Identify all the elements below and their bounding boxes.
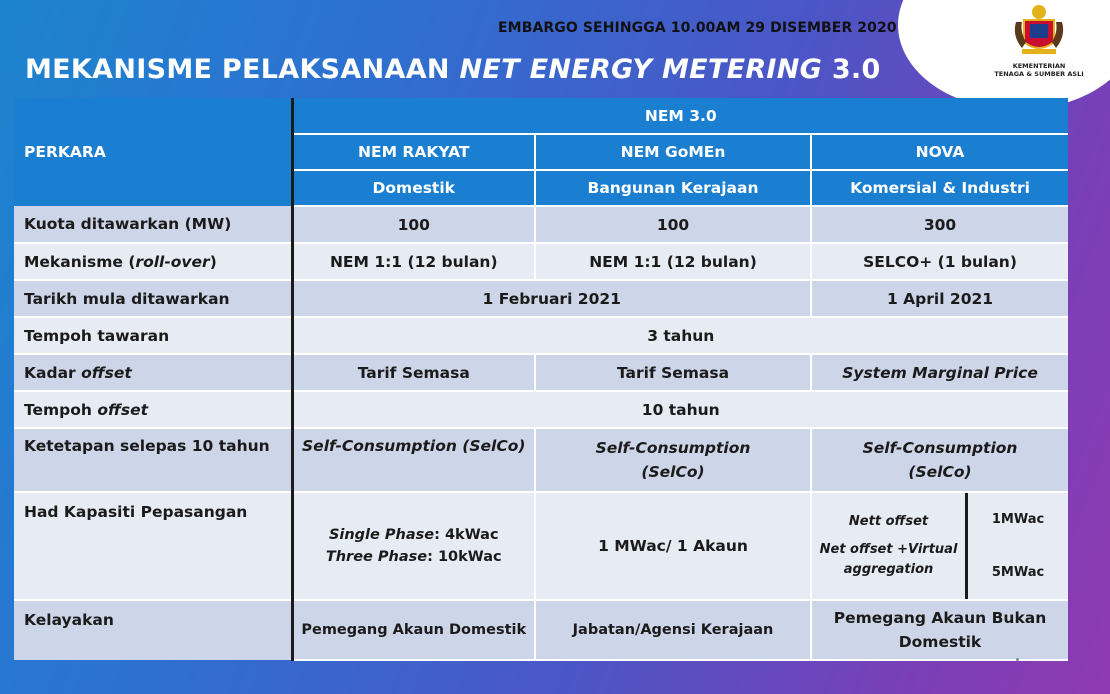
row-label: Ketetapan selepas 10 tahun bbox=[14, 428, 292, 492]
cell: Self-Consumption (SelCo) bbox=[535, 428, 811, 492]
title-italic: NET ENERGY METERING bbox=[459, 54, 823, 85]
table-row bbox=[14, 492, 1068, 600]
table-row bbox=[14, 354, 1068, 391]
cell: Tarif Semasa bbox=[535, 354, 811, 391]
cell: Jabatan/Agensi Kerajaan bbox=[535, 600, 811, 660]
table-row bbox=[14, 428, 1068, 492]
program-header: NOVA bbox=[811, 134, 1068, 170]
category-header: Komersial & Industri bbox=[811, 170, 1068, 206]
table-row bbox=[14, 317, 1068, 354]
coat-of-arms-icon bbox=[1010, 2, 1068, 60]
program-header: NEM RAKYAT bbox=[292, 134, 535, 170]
program-header: NEM GoMEn bbox=[535, 134, 811, 170]
title-suffix: 3.0 bbox=[822, 54, 881, 85]
cell: NEM 1:1 (12 bulan) bbox=[535, 243, 811, 280]
cell: 100 bbox=[535, 206, 811, 243]
embargo-notice: EMBARGO SEHINGGA 10.00AM 29 DISEMBER 2020 bbox=[498, 20, 897, 36]
cell: Single Phase: 4kWac Three Phase: 10kWac bbox=[292, 492, 535, 600]
cell: Self-Consumption (SelCo) bbox=[292, 428, 535, 492]
nova-option-1: Nett offset bbox=[848, 514, 929, 529]
row-label: Mekanisme (roll-over) bbox=[14, 243, 292, 280]
cell: 100 bbox=[292, 206, 535, 243]
table-row bbox=[14, 243, 1068, 280]
table-row bbox=[14, 391, 1068, 428]
cell: SELCO+ (1 bulan) bbox=[811, 243, 1068, 280]
cell: 10 tahun bbox=[292, 391, 1068, 428]
row-label: Kelayakan bbox=[14, 600, 292, 660]
cell: 3 tahun bbox=[292, 317, 1068, 354]
cell: NEM 1:1 (12 bulan) bbox=[292, 243, 535, 280]
ministry-name: KEMENTERIAN TENAGA & SUMBER ASLI bbox=[994, 62, 1084, 78]
perkara-header: PERKARA bbox=[14, 98, 292, 206]
cell: 1 MWac/ 1 Akaun bbox=[535, 492, 811, 600]
cell: System Marginal Price bbox=[811, 354, 1068, 391]
row-label: Tempoh offset bbox=[14, 391, 292, 428]
cell: Pemegang Akaun Bukan Domestik bbox=[811, 600, 1068, 660]
cell: Pemegang Akaun Domestik bbox=[292, 600, 535, 660]
nova-option-1-value: 1MWac bbox=[991, 512, 1045, 527]
cell: 1 Februari 2021 bbox=[292, 280, 811, 317]
table-row bbox=[14, 600, 1068, 660]
table-row bbox=[14, 206, 1068, 243]
cell: Self-Consumption (SelCo) bbox=[811, 428, 1068, 492]
page-title bbox=[25, 54, 881, 85]
cell: 1 April 2021 bbox=[811, 280, 1068, 317]
row-label: Tempoh tawaran bbox=[14, 317, 292, 354]
cell: 300 bbox=[811, 206, 1068, 243]
title-plain: MEKANISME PELAKSANAAN bbox=[25, 54, 460, 85]
category-header: Bangunan Kerajaan bbox=[535, 170, 811, 206]
page-dot bbox=[1016, 658, 1019, 661]
row-label: Tarikh mula ditawarkan bbox=[14, 280, 292, 317]
row-label: Kadar offset bbox=[14, 354, 292, 391]
nem-title-header: NEM 3.0 bbox=[292, 98, 1068, 134]
cell: Nett offset Net offset +Virtual aggregation 1MWac 5MWac bbox=[811, 492, 1068, 600]
cell: Tarif Semasa bbox=[292, 354, 535, 391]
row-label: Kuota ditawarkan (MW) bbox=[14, 206, 292, 243]
category-header: Domestik bbox=[292, 170, 535, 206]
row-label: Had Kapasiti Pepasangan bbox=[14, 492, 292, 600]
nova-option-2-value: 5MWac bbox=[991, 565, 1045, 580]
nem-table bbox=[14, 98, 1068, 661]
table-row bbox=[14, 280, 1068, 317]
